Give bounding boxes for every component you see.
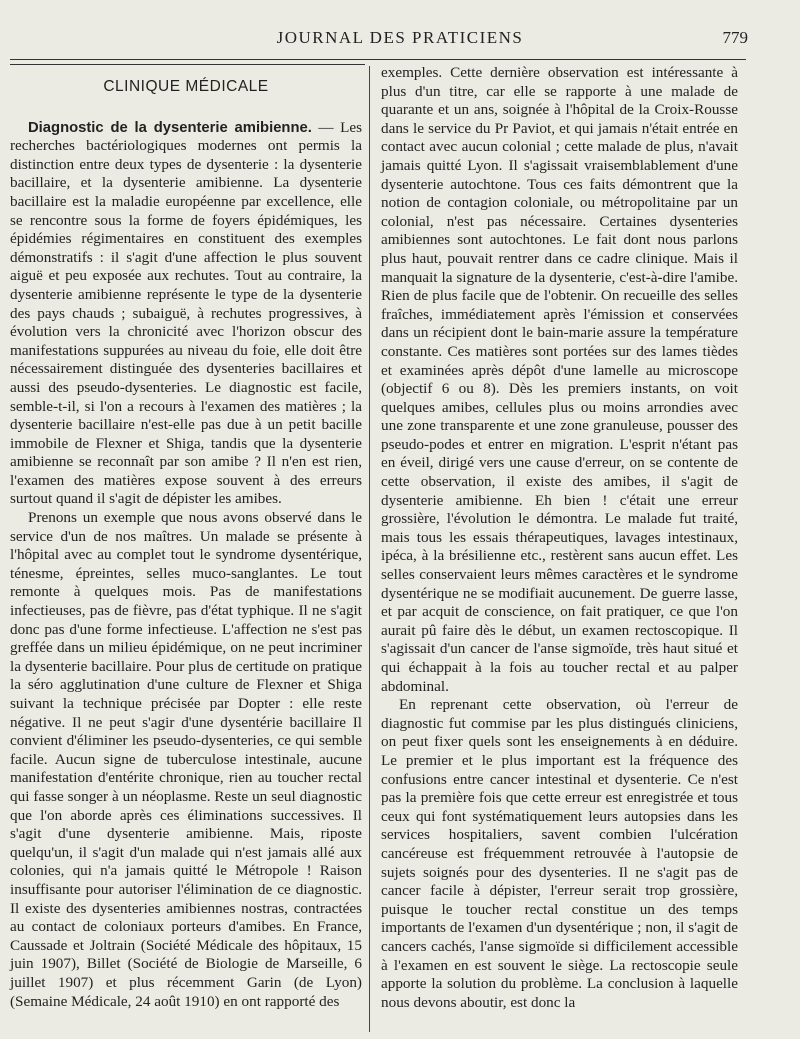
section-title: CLINIQUE MÉDICALE <box>103 78 269 95</box>
article-paragraph: exemples. Cette dernière observation est intéressante à plus d'un titre, car elle se rapporte à une malade de quarante et un ans, soignée à l'hôpital de la Croix-Rousse dans le service du Pr Paviot, et qui jamais n'était entrée en contact avec aucun colonial ; cette malade de plus, n'avait jamais quitté Lyon. Il s'agissait vraisemblablement d'une dysenterie autochtone. Tous ces faits démontrent que la notion de contagion coloniale, ou métropolitaine par un colonial, n'est pas nécessaire. Certaines dysenteries amibiennes sont autochtones. Le fait dont nous parlons plus haut, pouvait rentrer dans ce cadre clinique. Mais il manquait la signature de la dysenterie, c'est-à-dire l'amibe. Rien de plus facile que de l'obtenir. On recueille des selles fraîches, immédiatement après l'émission et conservées dans un récipient dont le bain-marie assure la température constante. Ces matières sont portées sur des lames tièdes et examinées après dépôt d'une lamelle au microscope (objectif 6 ou 8). Dès les premiers instants, on voit quelques amibes, cellules plus ou moins arrondies avec une zone transparente et une zone granuleuse, pousser des pseudo-podes et entrer en migration. L'esprit n'étant pas en éveil, dirigé vers une cause d'erreur, on se contente de cette observation, il existe des amibes, il s'agit de dysenterie amibienne. Eh bien ! c'était une erreur grossière, l'évolution le démontra. Le malade fut traité, mais tous les essais thérapeutiques, lavages intestinaux, ipéca, à la brésilienne etc., restèrent sans aucun effet. Les selles conservaient leurs mêmes caractères et le syndrome dysentérique ne se modifiait aucunement. De guerre lasse, et par acquit de conscience, on fait pratiquer, ce que l'on aurait pû faire dès le début, un examen rectoscopique. Il s'agissait d'un cancer de l'anse sigmoïde, très haut situé et qui échappait à la fois au toucher rectal et au palper abdominal. <box>381 64 738 695</box>
article-paragraph <box>10 119 362 509</box>
article-title: Diagnostic de la dysenterie amibienne. <box>28 119 312 136</box>
page-header <box>0 28 800 50</box>
article-paragraph: En reprenant cette observation, où l'erreur de diagnostic fut commise par les plus distingués cliniciens, on peut fixer quels sont les enseignements à en déduire. Le premier et le plus important est la fréquence des confusions entre cancer intestinal et dysenterie. Ce n'est pas la première fois que cette erreur est enregistrée et tous ceux qui font systématiquement leurs autopsies dans les services hospitaliers, savent combien l'ulcération cancéreuse est fréquemment retrouvée à l'autopsie de sujets soignés pour des dysenteries. Il ne s'agit pas de cancer facile à dépister, l'erreur serait trop grossière, puisque le toucher rectal constitue un des temps importants de l'examen d'un dysentérique ; non, il s'agit de cancers cachés, l'anse sigmoïde si difficilement accessible à l'examen en est souvent le siège. La rectoscopie seule apporte la solution du problème. La conclusion à laquelle nous devons aboutir, est donc la <box>381 696 738 1011</box>
page-number: 779 <box>722 28 748 47</box>
header-rule <box>10 59 746 60</box>
left-column <box>10 66 362 1011</box>
section-rule <box>10 64 365 65</box>
column-divider <box>369 66 370 1032</box>
journal-title: JOURNAL DES PRATICIENS <box>276 28 524 47</box>
article-text: — Les recherches bactériologiques modernes ont permis la distinction entre deux types de dysenterie : la dysenterie bacillaire, et la dysenterie amibienne. La dysenterie bacillaire est la maladie européenne par excellence, elle se rencontre sous la forme de foyers épidémiques, les épidémies régimentaires en constituent des exemples démonstratifs : il s'agit d'une affection le plus souvent aiguë et peu exposée aux rechutes. Tout au contraire, la dysenterie amibienne représente le type de la dysenterie des pays chauds ; subaiguë, à rechutes progressives, à évolution vers la chronicité avec l'horizon obscur des manifestations suppurées au niveau du foie, elle doit être nécessairement distinguée des dysenteries bacillaires et aussi des pseudo-dysenteries. Le diagnostic est facile, semble-t-il, si l'on a recours à l'examen des matières ; la dysenterie bacillaire n'est-elle pas due à un petit bacille immobile de Flexner et Shiga, tandis que la dysenterie amibienne se reconnaît par son amibe ? Il n'en est rien, l'examen des matières expose souvent à des erreurs surtout quand il s'agit de dépister les amibes. <box>10 118 362 508</box>
right-column <box>381 64 738 1012</box>
article-paragraph: Prenons un exemple que nous avons observé dans le service d'un de nos maîtres. Un malade se présente à l'hôpital avec au complet tout le syndrome dysentérique, ténesme, épreintes, selles muco-sanglantes. Le tout remonte à quelques mois. Pas de manifestations infectieuses, pas de fièvre, pas d'état typhique. Il ne s'agit donc pas d'une forme infectieuse. L'affection ne s'est pas greffée dans un milieu épidémique, on ne peut incriminer la dysenterie bacillaire. Pour plus de certitude on pratique la séro agglutination d'une culture de Flexner et Shiga suivant la technique précisée par Dopter : elle reste négative. Il ne peut s'agir d'une dysentérie bacillaire Il convient d'éliminer les pseudo-dysenteries, ce qui semble facile. Aucun signe de tuberculose intestinale, aucune manifestation d'entérite chronique, rien au toucher rectal qui fasse songer à un néoplasme. Reste un seul diagnostic que l'on aborde après ces éliminations successives. Il s'agit d'une dysenterie amibienne. Mais, riposte quelqu'un, il s'agit d'un malade qui n'est jamais allé aux colonies, qui n'a jamais quitté le Métropole ! Raison insuffisante pour autoriser l'élimination de ce diagnostic. Il existe des dysenteries amibiennes nostras, contractées au contact de coloniaux porteurs d'amibes. En France, Caussade et Joltrain (Société Médicale des hôpitaux, 15 juin 1907), Billet (Société de Biologie de Marseille, 6 juillet 1907) et plus récemment Garin (de Lyon) (Semaine Médicale, 24 août 1910) en ont rapporté des <box>10 509 362 1010</box>
